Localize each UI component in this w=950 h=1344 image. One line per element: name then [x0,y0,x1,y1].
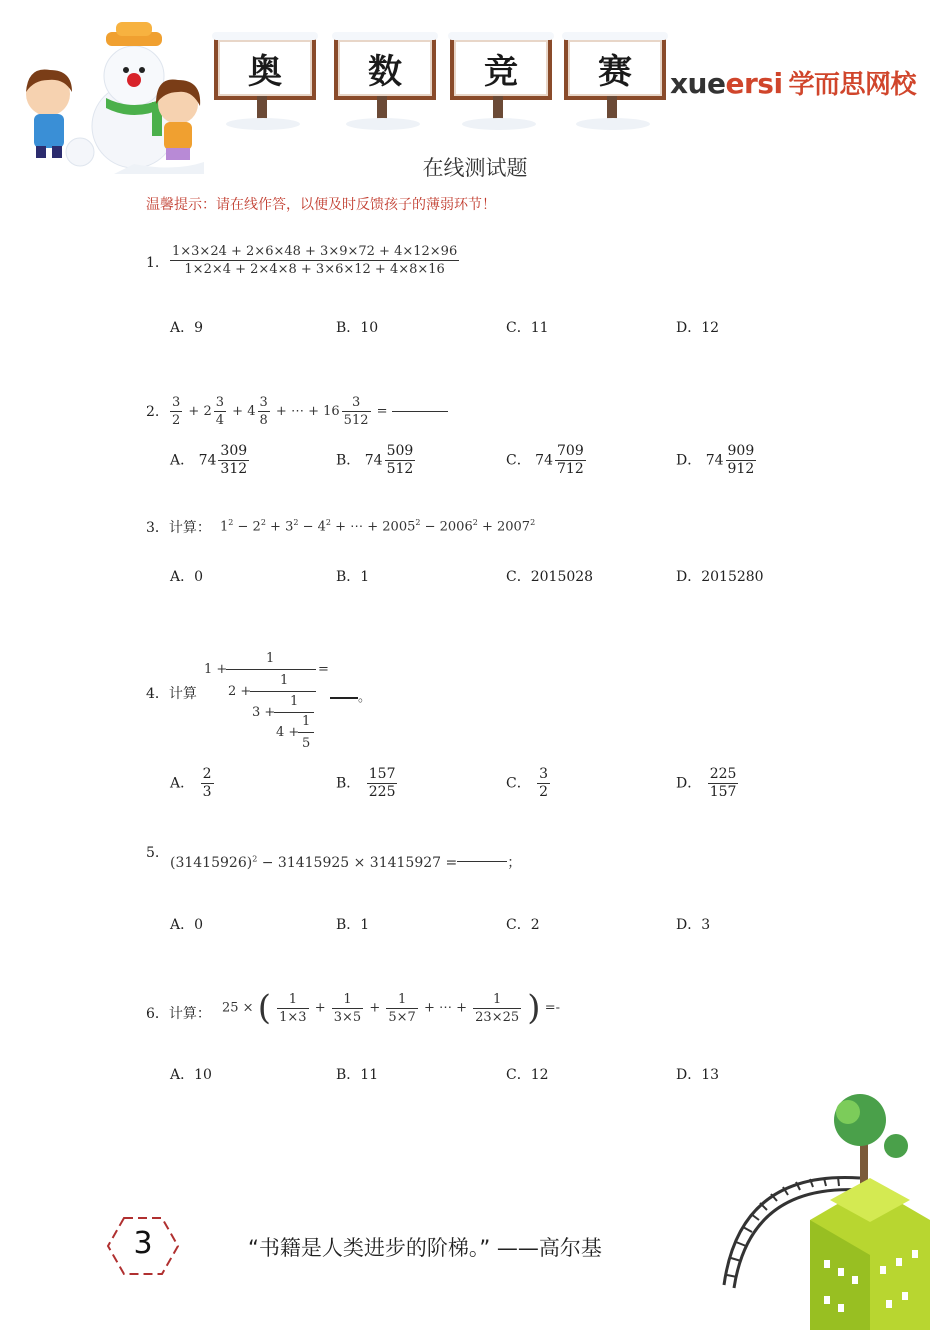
equals-sign: = [376,404,388,419]
sign-char: 赛 [598,51,632,92]
option-fraction [555,443,586,478]
q1-number: 1. [146,255,160,271]
option-label: A． [170,917,195,933]
q4-a4: 4 + [276,725,300,740]
option-value: 1 [360,917,370,933]
q2-option-c[interactable] [506,443,588,478]
option-value: 2015280 [701,569,764,585]
tail-punct: - [555,1000,560,1016]
option-value: 9 [194,320,204,336]
frac-den: 2 [539,784,549,800]
close-paren: ) [527,988,541,1028]
option-label: D． [676,569,702,585]
q4-option-a[interactable] [170,766,216,801]
option-fraction [218,443,249,478]
q6-option-b[interactable] [336,1064,378,1084]
q1-option-c[interactable] [506,317,549,337]
term: + ⋯ + 2005 [330,519,416,535]
brand-en-a: xue [670,67,726,100]
q6-fraction [473,991,521,1026]
q6-option-a[interactable] [170,1064,212,1084]
option-label: A． [170,569,195,585]
option-value: 0 [194,917,204,933]
frac-den: 512 [386,461,414,477]
snow-pile [462,118,536,130]
sign-char: 竞 [484,51,518,92]
answer-blank [457,861,507,862]
q3-option-d[interactable] [676,566,764,586]
option-value: 10 [360,320,379,336]
brand-cn: 学而思网校 [788,70,917,100]
q2-term-frac [342,394,371,429]
option-label: A． [170,452,195,469]
option-label: C． [506,320,531,336]
frac-den: 157 [709,784,737,800]
frac-num: 309 [220,443,248,459]
option-label: C． [506,452,531,469]
exponent: 2 [472,518,478,527]
q4-option-d[interactable] [676,766,740,801]
mixed-whole: 74 [364,452,383,469]
footer-quote: “书籍是人类进步的阶梯。” ——高尔基 [248,1236,602,1260]
kids-snowman-illustration [14,14,214,174]
frac-num: 509 [386,443,414,459]
sign-sai [564,36,666,100]
frac-num: 1 [277,991,308,1009]
frac-den: 23×25 [475,1009,520,1025]
option-label: C． [506,1067,531,1083]
q2-option-d[interactable] [676,443,758,478]
q4-fraction-bar-1 [226,669,316,670]
q1-denominator: 1×2×4 + 2×4×8 + 3×6×12 + 4×8×16 [184,262,445,277]
open-paren: ( [257,988,271,1028]
option-value: 13 [701,1067,720,1083]
q3-option-b[interactable] [336,566,369,586]
sign-jing [450,36,552,100]
frac-den: 2 [172,413,181,428]
option-fraction [708,766,739,801]
q1-expression [168,243,461,278]
plus-sign: + [232,404,244,419]
q4-one2: 1 [280,673,289,688]
q1-option-d[interactable] [676,317,719,337]
equals-sign: = [544,1000,556,1016]
frac-num: 709 [557,443,584,459]
frac-den: 1×3 [279,1009,307,1025]
option-value: 12 [530,1067,549,1083]
q1-option-a[interactable] [170,317,203,337]
q4-number: 4．计算 [146,686,197,702]
option-label: B． [336,775,361,792]
q5-option-b[interactable] [336,914,369,934]
mixed-whole: 74 [705,452,724,469]
q5-option-a[interactable] [170,914,203,934]
option-label: C． [506,569,531,585]
q4-equals: = [318,662,329,677]
frac-den: 4 [215,413,225,428]
plus-sign: + [314,1000,326,1016]
q4-a1: 1 + [204,662,228,677]
sign-char: 奥 [248,51,282,92]
plus-sign: + [188,404,200,419]
mixed-whole: 2 [203,404,212,419]
q4-fraction-bar-4 [298,732,314,733]
q1-fraction [170,243,459,278]
option-value: 1 [360,569,370,585]
mixed-whole: 74 [198,452,217,469]
option-label: D． [676,320,702,336]
plus-sign: + [369,1000,381,1016]
mixed-whole: 16 [323,404,340,419]
frac-num: 3 [342,394,371,412]
frac-num: 2 [202,766,212,782]
q6-option-d[interactable] [676,1064,719,1084]
term: + 2007 [477,519,531,535]
frac-num: 225 [709,766,737,782]
page-title: 在线测试题 [422,156,528,180]
q6-expression [222,988,560,1028]
brand-en [670,67,783,100]
frac-num: 157 [368,766,396,782]
q4-five: 5 [302,736,311,751]
frac-den: 912 [727,461,755,477]
option-label: B． [336,569,361,585]
q4-one3: 1 [290,694,299,709]
q6-option-c[interactable] [506,1064,549,1084]
option-label: B． [336,452,361,469]
option-label: D． [676,1067,702,1083]
q5-number: 5. [146,845,160,861]
q1-numerator: 1×3×24 + 2×6×48 + 3×9×72 + 4×12×96 [172,244,458,259]
frac-num: 3 [539,766,549,782]
ellipsis: + ⋯ + [275,404,319,419]
q4-a2: 2 + [228,684,252,699]
frac-num: 3 [259,395,268,410]
q4-option-b[interactable] [336,766,399,801]
brand-logo [670,64,916,101]
frac-den: 712 [557,461,584,477]
frac-num: 1 [386,991,417,1009]
q4-option-c[interactable] [506,766,552,801]
ellipsis: + ⋯ + [423,1000,468,1016]
q4-fraction-bar-2 [250,691,316,692]
tail-punct: ； [507,855,522,871]
option-label: B． [336,917,361,933]
frac-num: 1 [473,991,521,1009]
sign-shu [334,36,436,100]
frac-den: 8 [259,413,268,428]
q4-fraction-bar-3 [274,712,314,713]
option-value: 0 [194,569,204,585]
page-number: 3 [133,1226,153,1261]
option-label: B． [336,1067,361,1083]
exponent: 2 [293,518,299,527]
exponent: 2 [415,518,421,527]
option-fraction [537,766,550,801]
option-label: C． [506,917,531,933]
q6-fraction [386,991,417,1026]
frac-den: 5×7 [388,1009,416,1025]
tip-text: 温馨提示：请在线作答，以便及时反馈孩子的薄弱环节！ [146,197,496,213]
q2-term-frac [258,394,270,429]
q2-number: 2. [146,404,160,420]
frac-num: 1 [332,991,363,1009]
q1-option-b[interactable] [336,317,378,337]
q2-term-frac [170,394,182,429]
mixed-whole: 74 [535,452,553,469]
term: + 3 [265,519,294,535]
q4-one1: 1 [266,651,275,666]
option-value: 2015028 [530,569,594,585]
exponent: 2 [325,518,331,527]
option-value: 11 [530,320,549,336]
q3-expression [220,518,535,534]
q3-option-c[interactable] [506,566,593,586]
option-label: A． [170,775,195,792]
answer-blank [392,411,448,412]
option-label: D． [676,775,702,792]
frac-num: 909 [727,443,755,459]
option-label: A． [170,320,195,336]
term: − 2 [233,519,261,535]
snow-pile [346,118,420,130]
frac-num: 3 [172,395,181,410]
q5-option-d[interactable] [676,914,710,934]
option-label: D． [676,452,702,469]
option-value: 3 [701,917,711,933]
q6-fraction [332,991,363,1026]
sign-char: 数 [368,51,402,92]
frac-den: 225 [368,784,396,800]
option-value: 10 [194,1067,212,1083]
option-fraction [367,766,398,801]
exponent: 2 [260,518,266,527]
q5-option-c[interactable] [506,914,540,934]
q3-number: 3．计算： [146,520,211,536]
option-fraction [201,766,214,801]
q4-tail: 。 [358,690,372,705]
exponent: 2 [252,854,258,864]
option-value: 12 [701,320,720,336]
q3-option-a[interactable] [170,566,203,586]
brand-en-b: ersi [725,67,783,100]
sign-ao [214,36,316,100]
option-label: B． [336,320,361,336]
frac-num: 3 [215,395,225,410]
q2-option-b[interactable] [336,443,417,478]
option-label: A． [170,1067,195,1083]
q4-a3: 3 + [252,705,276,720]
snow-pile [226,118,300,130]
option-label: D． [676,917,702,933]
frac-den: 3 [202,784,212,800]
term: (31415926) [170,855,253,871]
frac-den: 3×5 [333,1009,362,1025]
frac-den: 312 [220,461,248,477]
option-label: C． [506,775,531,792]
answer-blank [330,697,358,699]
term: − 4 [298,519,326,535]
q2-option-a[interactable] [170,443,251,478]
snow-pile [576,118,650,130]
q4-one4: 1 [302,714,311,729]
q2-expression [168,394,448,429]
option-fraction [726,443,757,478]
q2-term-frac [214,394,226,429]
option-value: 2 [530,917,540,933]
q5-expression [170,852,521,872]
term: − 31415925 × 31415927 = [257,855,458,871]
tree-bridge-illustration [700,1090,940,1340]
term: − 2006 [420,519,473,535]
exponent: 2 [530,518,536,527]
term: 1 [220,519,229,535]
frac-den: 512 [343,413,369,428]
prefix: 25 × [222,1000,254,1016]
q6-number: 6．计算： [146,1006,211,1022]
option-fraction [385,443,416,478]
mixed-whole: 4 [247,404,256,419]
option-value: 11 [360,1067,379,1083]
q6-fraction [277,991,308,1026]
exponent: 2 [228,518,234,527]
